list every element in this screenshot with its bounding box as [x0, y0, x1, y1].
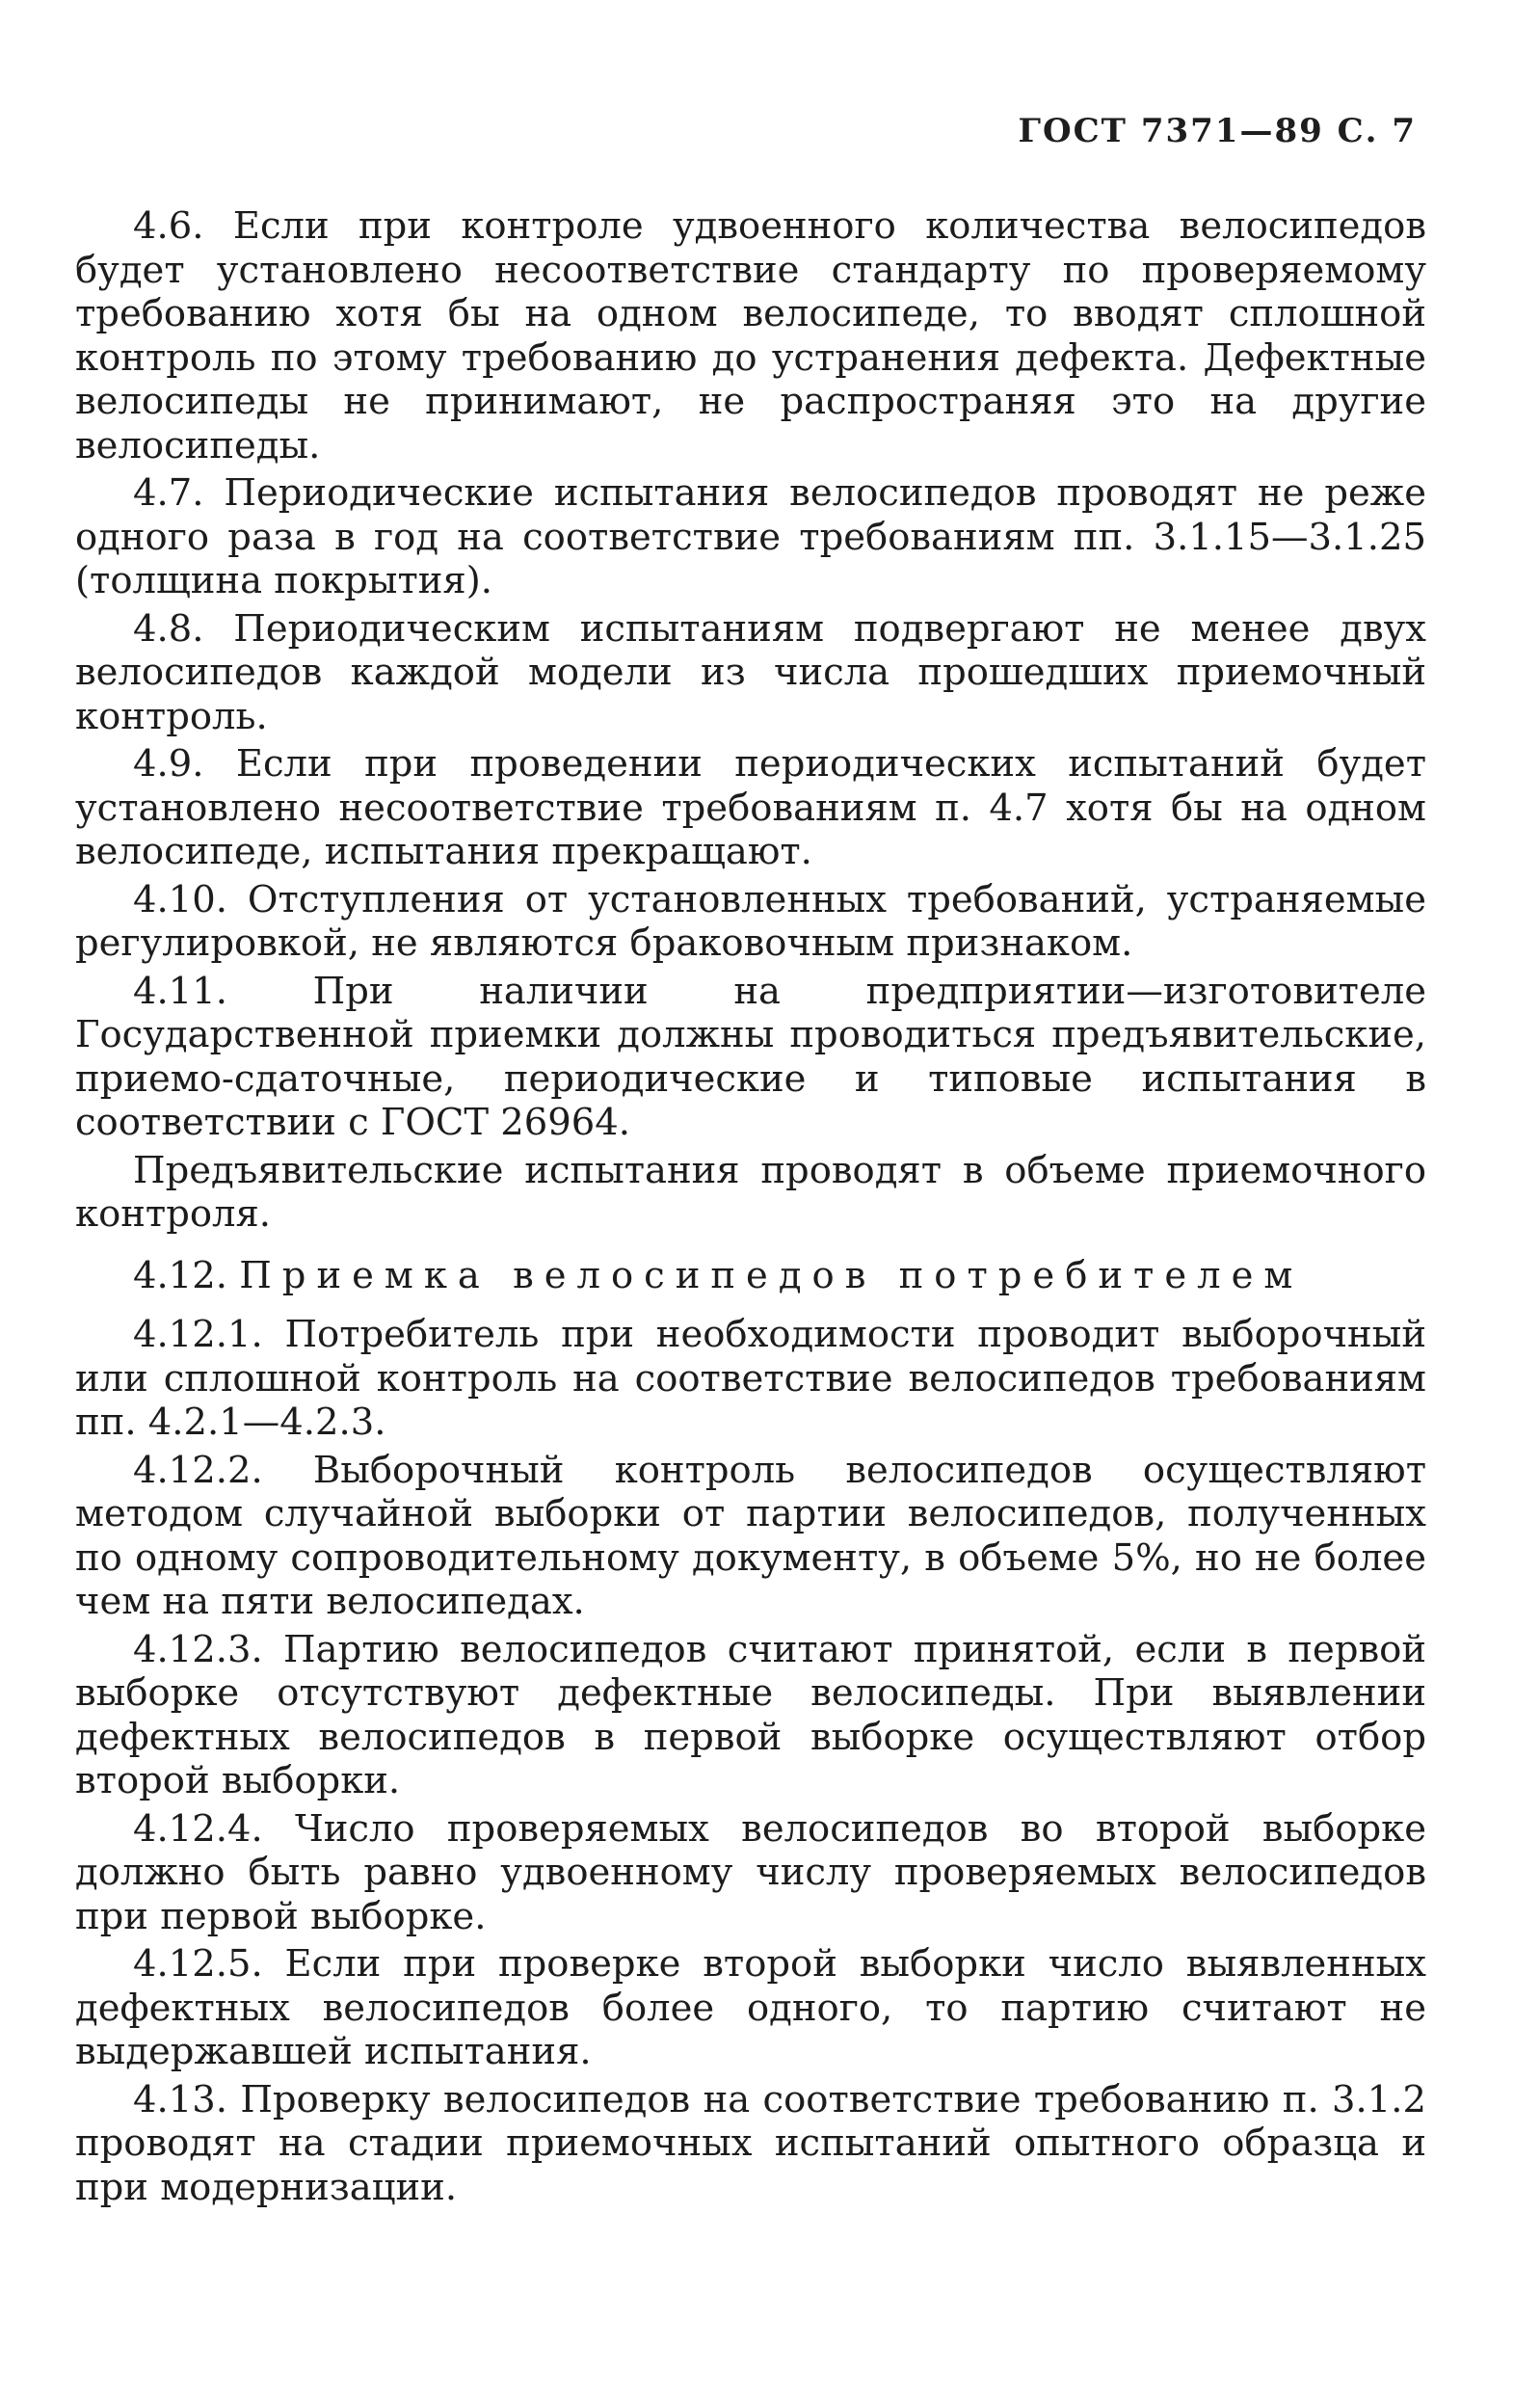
- paragraph-4-12-1: 4.12.1. Потребитель при необходимости проводит выборочный или сплошной контроль на соответствие велосипедов требованиям пп. 4.2.1—4.2.3.: [75, 1313, 1426, 1444]
- paragraph-4-12-5: 4.12.5. Если при проверке второй выборки число выявленных дефектных велосипедов более одного, то партию считают не выдержавшей испытания.: [75, 1942, 1426, 2073]
- page-header: ГОСТ 7371—89 С. 7: [1018, 112, 1417, 150]
- paragraph-4-6: 4.6. Если при контроле удвоенного количества велосипедов будет установлено несоответствие стандарту по проверяемому требованию хотя бы на одном велосипеде, то вводят сплошной контроль по этому требованию до устранения дефекта. Дефектные велосипеды не принимают, не распространяя это на другие велосипеды.: [75, 204, 1426, 467]
- paragraph-4-12-3: 4.12.3. Партию велосипедов считают принятой, если в первой выборке отсутствуют дефектные велосипеды. При выявлении дефектных велосипедов в первой выборке осуществляют отбор второй выборки.: [75, 1627, 1426, 1802]
- paragraph-4-11: 4.11. При наличии на предприятии—изготовителе Государственной приемки должны проводиться предъявительские, приемо-сдаточные, периодические и типовые испытания в соответствии с ГОСТ 26964.: [75, 969, 1426, 1144]
- paragraph-4-8: 4.8. Периодическим испытаниям подвергают не менее двух велосипедов каждой модели из числа прошедших приемочный контроль.: [75, 606, 1426, 738]
- section-title: Приемка велосипедов потребителем: [239, 1253, 1304, 1297]
- document-body: [75, 204, 1426, 2213]
- paragraph-4-10: 4.10. Отступления от установленных требований, устраняемые регулировкой, не являются браковочным признаком.: [75, 877, 1426, 965]
- paragraph-4-9: 4.9. Если при проведении периодических испытаний будет установлено несоответствие требованиям п. 4.7 хотя бы на одном велосипеде, испытания прекращают.: [75, 742, 1426, 873]
- section-heading-4-12: [75, 1254, 1426, 1298]
- paragraph-4-12-4: 4.12.4. Число проверяемых велосипедов во второй выборке должно быть равно удвоенному числу проверяемых велосипедов при первой выборке.: [75, 1806, 1426, 1938]
- paragraph-4-7: 4.7. Периодические испытания велосипедов проводят не реже одного раза в год на соответствие требованиям пп. 3.1.15—3.1.25 (толщина покрытия).: [75, 471, 1426, 602]
- section-number: 4.12.: [133, 1253, 227, 1297]
- paragraph-4-11-extra: Предъявительские испытания проводят в объеме приемочного контроля.: [75, 1148, 1426, 1236]
- paragraph-4-12-2: 4.12.2. Выборочный контроль велосипедов осуществляют методом случайной выборки от партии велосипедов, полученных по одному сопроводительному документу, в объеме 5%, но не более чем на пяти велосипедах.: [75, 1448, 1426, 1623]
- paragraph-4-13: 4.13. Проверку велосипедов на соответствие требованию п. 3.1.2 проводят на стадии приемочных испытаний опытного образца и при модернизации.: [75, 2077, 1426, 2209]
